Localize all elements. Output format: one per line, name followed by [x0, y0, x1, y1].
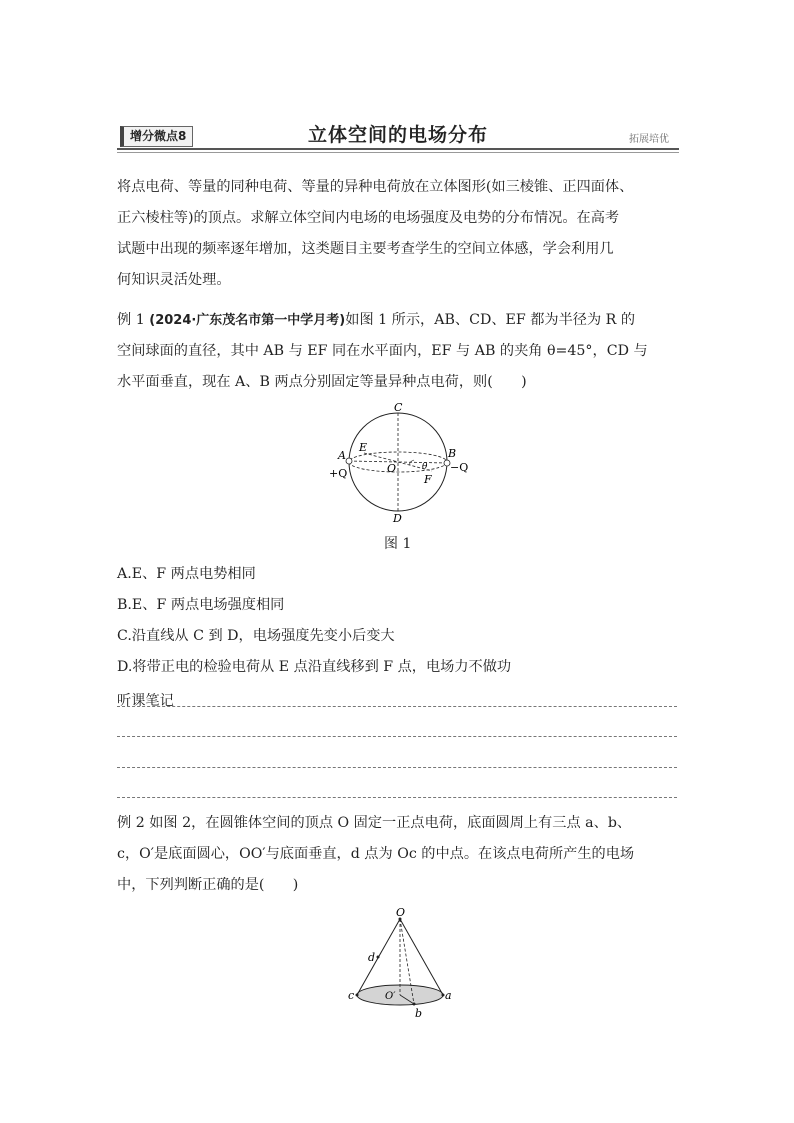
label-plus-q: +Q: [329, 467, 348, 480]
option-c: C.沿直线从 C 到 D，电场强度先变小后变大: [117, 628, 395, 644]
label-b: b: [415, 1007, 423, 1020]
point-b: [413, 1003, 416, 1006]
point-c: [356, 994, 359, 997]
label-o: O: [387, 462, 397, 475]
intro-line: 何知识灵活处理。: [117, 272, 231, 288]
note-line: [117, 797, 677, 798]
section-badge: 增分微点8: [120, 126, 193, 147]
notes-label: 听课笔记: [117, 693, 174, 709]
figure-1-sphere: [326, 400, 476, 530]
example2-line: c，O′是底面圆心，OO′与底面垂直，d 点为 Oc 的中点。在该点电荷所产生的电场: [117, 846, 635, 862]
label-c: c: [348, 989, 355, 1002]
option-d: D.将带正电的检验电荷从 E 点沿直线移到 F 点，电场力不做功: [117, 659, 512, 675]
note-line: [117, 767, 677, 768]
figure-2-cone: [340, 906, 460, 1021]
point-d: [377, 956, 380, 959]
label-theta: θ: [422, 462, 428, 472]
intro-line: 将点电荷、等量的同种电荷、等量的异种电荷放在立体图形(如三棱锥、正四面体、: [117, 179, 634, 195]
example2-line: 中，下列判断正确的是( ): [117, 877, 299, 893]
label-c: C: [394, 401, 403, 414]
label-f: F: [424, 473, 432, 486]
note-line: [117, 736, 677, 737]
option-b: B.E、F 两点电场强度相同: [117, 597, 285, 613]
page-title: 立体空间的电场分布: [307, 124, 488, 146]
example2-line: 例 2 如图 2，在圆锥体空间的顶点 O 固定一正点电荷，底面圆周上有三点 a、b、: [117, 815, 632, 831]
example1-source: (2024·广东茂名市第一中学月考): [149, 313, 346, 328]
label-o-prime: O′: [385, 991, 396, 1002]
example1-line: 空间球面的直径，其中 AB 与 EF 同在水平面内，EF 与 AB 的夹角 θ=45°，CD 与: [117, 343, 648, 359]
label-b: B: [448, 447, 457, 460]
section-tag: 拓展培优: [629, 134, 669, 145]
example1-label: 例 1: [117, 312, 145, 328]
label-e: E: [359, 441, 368, 454]
figure-1-caption: 图 1: [384, 536, 412, 552]
intro-line: 试题中出现的频率逐年增加，这类题目主要考查学生的空间立体感，学会利用几: [117, 241, 614, 257]
example1-stem: [117, 305, 679, 398]
label-o: O: [396, 906, 406, 919]
example1-line: 如图 1 所示，AB、CD、EF 都为半径为 R 的: [345, 312, 636, 328]
note-line: [117, 706, 677, 707]
section-header: [117, 122, 679, 150]
label-d: D: [393, 512, 402, 525]
option-a: A.E、F 两点电势相同: [117, 566, 256, 582]
intro-paragraph: [117, 172, 679, 296]
example1-line: 水平面垂直，现在 A、B 两点分别固定等量异种点电荷，则( ): [117, 374, 527, 390]
cone-side-right: [400, 919, 443, 995]
label-minus-q: −Q: [450, 461, 469, 474]
label-a: a: [445, 989, 452, 1002]
example2-stem: [117, 808, 679, 901]
intro-line: 正六棱柱等)的顶点。求解立体空间内电场的电场强度及电势的分布情况。在高考: [117, 210, 620, 226]
label-a: A: [338, 449, 346, 462]
charge-a: [346, 458, 352, 464]
label-d: d: [368, 951, 376, 964]
